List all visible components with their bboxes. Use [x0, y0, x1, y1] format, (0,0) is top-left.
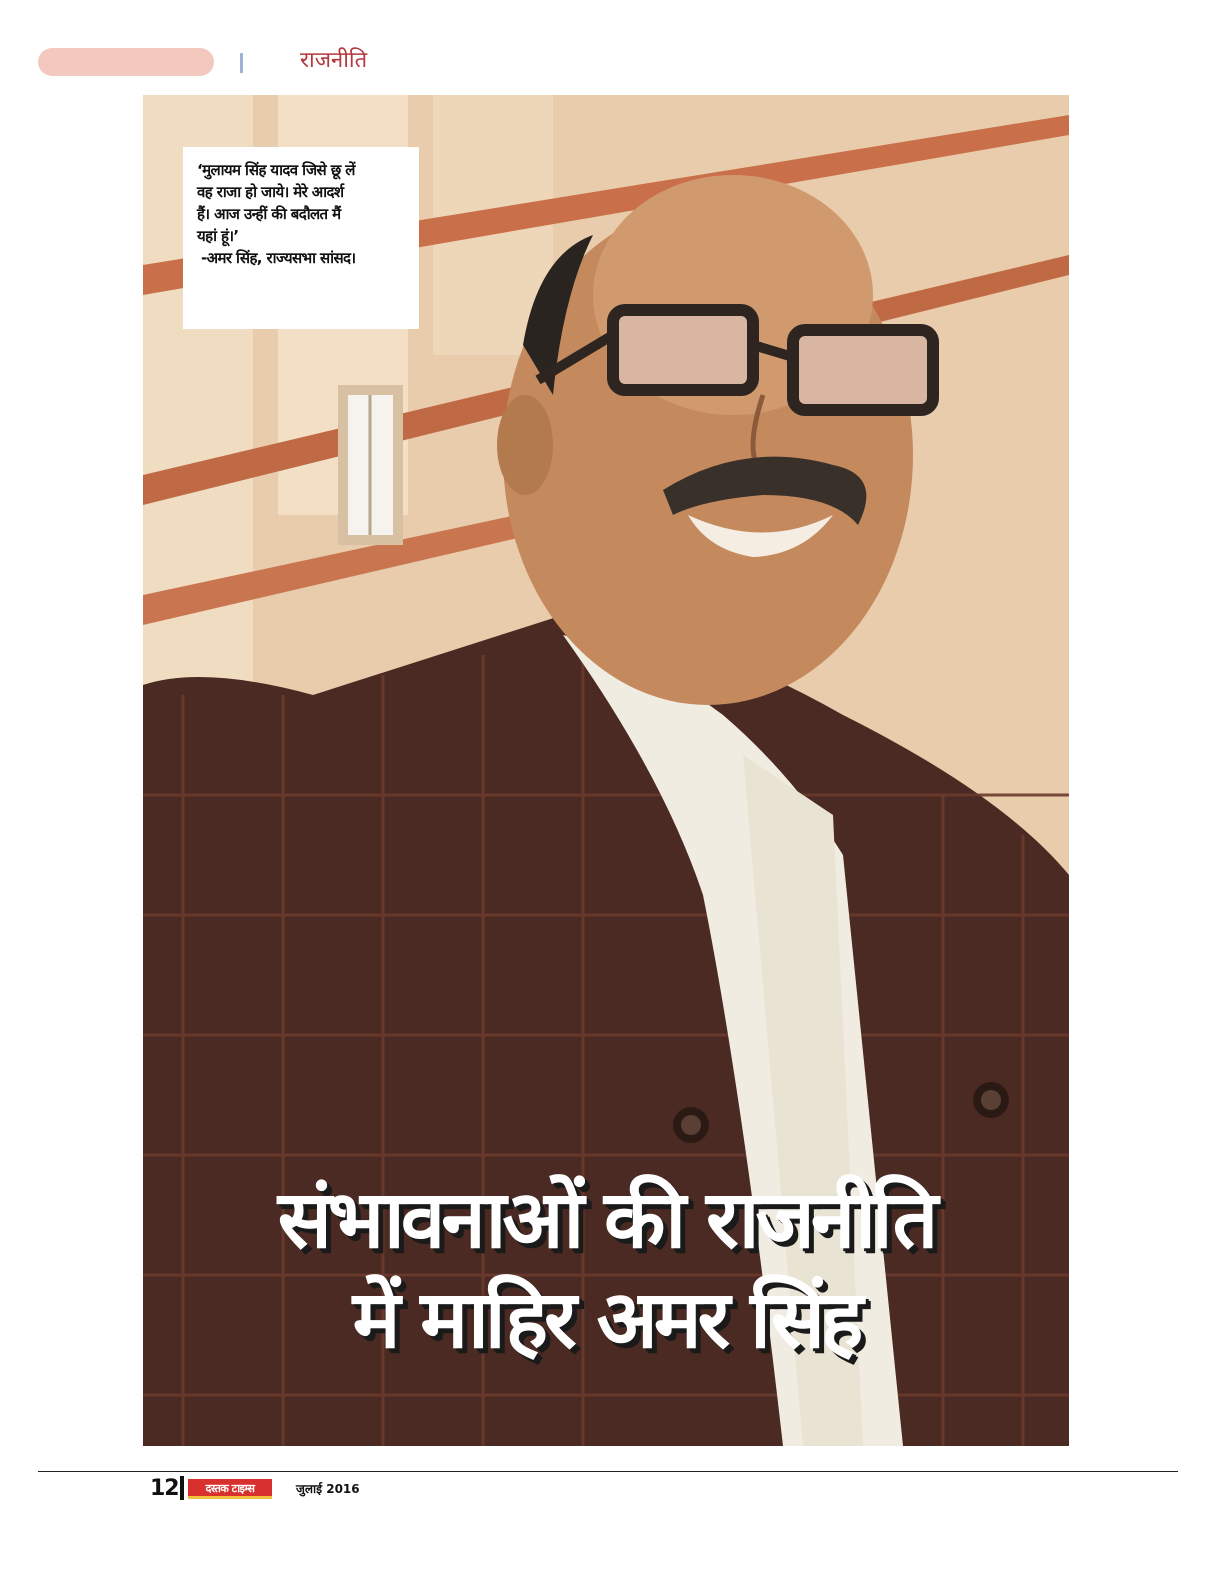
quote-line: यहां हूं।’: [197, 227, 239, 245]
quote-attribution: -अमर सिंह, राज्यसभा सांसद।: [201, 249, 356, 267]
quote-line: ‘मुलायम सिंह यादव जिसे छू लें: [197, 161, 355, 179]
quote-line: हैं। आज उन्हीं की बदौलत मैं: [197, 205, 341, 223]
issue-date: जुलाई 2016: [296, 1482, 360, 1496]
section-label: राजनीति: [300, 48, 368, 73]
headline-line-2: में माहिर अमर सिंह: [352, 1273, 860, 1366]
footer-divider: [180, 1476, 184, 1500]
pull-quote: [183, 147, 419, 329]
header-pill: [38, 48, 214, 76]
headline: [143, 1170, 1069, 1370]
headline-line-1: संभावनाओं की राजनीति: [277, 1173, 935, 1266]
header-divider: [240, 53, 243, 73]
magazine-logo: दस्तक टाइम्स: [188, 1479, 272, 1499]
footer-rule: [38, 1471, 1178, 1472]
quote-line: वह राजा हो जाये। मेरे आदर्श: [197, 183, 344, 201]
page-number: 12: [150, 1476, 179, 1501]
